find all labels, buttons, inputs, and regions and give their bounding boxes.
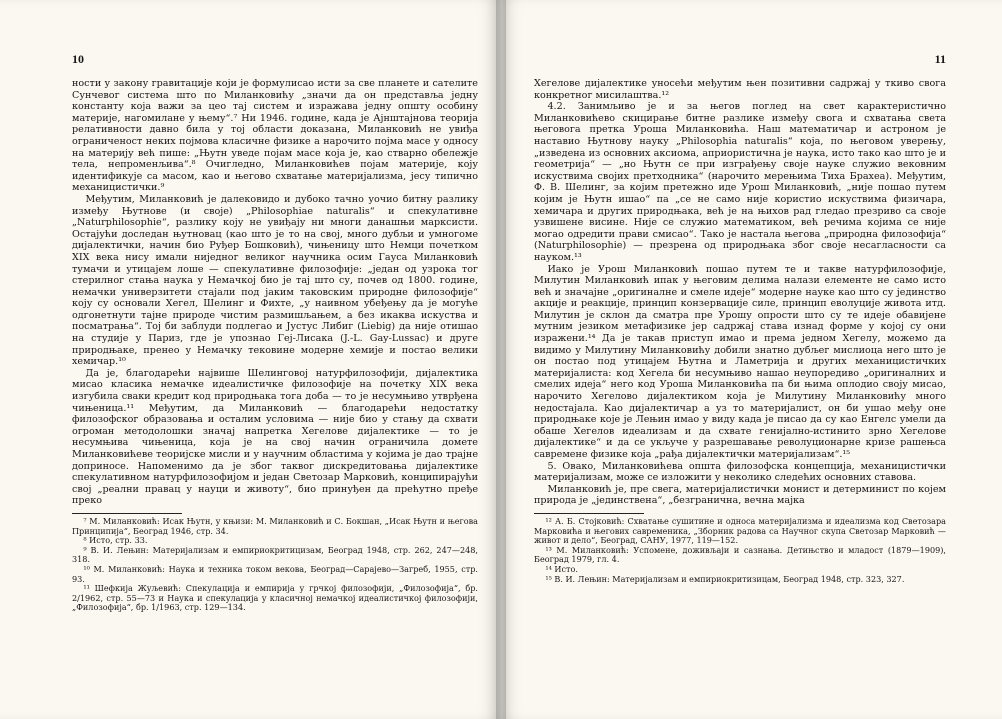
paragraph: Међутим, Миланковић је далековидо и дубоко тачно уочио битну разлику између Њутнове (и своје) „Philosophiae naturalis“ и спекулативне „Naturphilosophie“, разлику коју не увиђају ни многи данашњи марксисти. Остајући доследан њутновац (као што је то на свој, много дубљи и умногоме дијалектички, начин био Руђер Бошковић), чињеницу што Немци почетком XIX века нису имали ниједног великог научника осим Гауса Миланковић тумачи и утицајем лоше — спекулативне филозофије: „један од узрока тог стерилног стања наука у Немачкој био је тај што су, почев од 1800. године, немачки универзитети стајали под јаким таковским природне филозофије“ коју су основали Хегел, Шелинг и Фихте, „у наивном убеђењу да је могуће одгонетнути тајне природе чистим размишљањем, а без икаква искуства и посматрања“. Тој би заблуди подлегао и Јустус Либиг (Liebig) да није отишао на студије у Париз, где је упознао Геј-Лисака (J.-L. Gay-Lussac) и друге природњаке, пренео у Немачку тековине модерне хемије и постао велики хемичар.¹⁰: [72, 193, 478, 368]
body-text: [534, 78, 946, 507]
footnotes: [534, 517, 946, 584]
footnote: ⁹ В. И. Лењин: Материјализам и емпириокритицизам, Београд 1948, стр. 262, 247—248, 318.: [72, 544, 478, 565]
paragraph: ности у закону гравитације који је формулисао исти за све планете и сателите Сунчевог система што по Миланковићу „значи да он представља једну константу која важи за цео тај систем и изражава једну општу особину материје, нагомилане у њему“.⁷ Ни 1946. године, када је Ајнштајнова теорија релативности давно била у тој области доказана, Миланковић не увиђа ограниченост неких појмова класичне физике а нарочито појма масе у односу на материју већ пише: „Њутн уведе појам масе која је, као стварно обележје тела, непроменљива“.⁸ Очигледно, Миланковићев појам материје, коју идентификује са масом, као и његово схватање материјализма, јесу типично механицистички.⁹: [72, 78, 478, 194]
paragraph: 4.2. Занимљиво је и за његов поглед на свет карактеристично Миланковићево скицирање битне разлике између свога и схватања света његовога претка Уроша Миланковића. Наш математичар и астроном је наставио Њутнову науку „Philosophia naturalis“ која, по његовом уверењу, „изведена из основних аксиома, априористична је наука, исто тако као што је и геометрија“ — „но Њутн се при изграђењу своје науке служио вековним искуствима својих претходника“ (нарочито мерењима Тиха Брахеа). Међутим, Ф. В. Шелинг, за којим претежно иде Урош Миланковић, „није пошао путем којим је Њутн ишао“ па „се не само није користио искуствима физичара, хемичара и других природњака, већ је на њихов рад гледао презриво са своје узвишене висине. Није се служио математиком, већ речима којима се није могао одредити прави смисао“. Тако је настала његова „природна филозофија“ (Naturphilosophie) — презрена од природњака због своје несагласности са науком.¹³: [534, 101, 946, 263]
right-page: [500, 0, 1002, 719]
footnote: ¹¹ Шефкија Жуљевић: Спекулација и емпирија у грчкој филозофији, „Филозофија“, бр. 2/1962, стр. 55—73 и Наука и спекулација у класичној немачкој идеалистичкој филозофији, „Филозофија“, бр. 1/1963, стр. 129—134.: [72, 583, 478, 613]
page-number: 11: [934, 52, 946, 66]
footnote: ¹³ М. Миланковић: Успомене, доживљаји и сазнања. Детињство и младост (1879—1909), Београд 1979, гл. 4.: [534, 544, 946, 565]
left-page: [0, 0, 500, 719]
footnote: ⁸ Исто, стр. 33.: [83, 535, 148, 546]
page-number: 10: [72, 52, 84, 66]
paragraph: Иако је Урош Миланковић пошао путем те и такве натурфилозофије, Милутин Миланковић ипак у његовим делима налази елементе не само исто већ и значајне „оригиналне и смеле идеје“ модерне науке као што су јединство акције и реакције, принцип конзервације силе, принцип еволуције живота итд. Милутин је склон да сматра пре Урошу опрости што су те идеје обавијене мутним језиком метафизике јер садржај става изнад форме у којој су они изражени.¹⁴ Да је такав приступ имао и према једном Хегелу, можемо да видимо у Милутину Миланковићу добили знатно дубљег мислиоца него што је он постао под утицајем Њутна и Ламетрија и других механицистичких материјалиста: код Хегела би несумњиво нашао неупоредиво „оригиналних и смелих идеја“ него код Уроша Миланковића па би њима оплодио своју мисао, нарочито Хегелово дијалектиком која је Милутину Миланковићу много недостајала. Као дијалектичар а уз то материјалист, он би ушао међу оне природњаке које је Лењин имао у виду када је писао да су као Енгелс умели да обаше Хегелов идеализам и да схвате генијално-истинито зрно Хегелове дијалектике“ и да се укључе у разрешавање револуционарне кризе рашењса савремене физике која „рађа дијалектички материјализам“.¹⁵: [534, 263, 946, 460]
paragraph: Да је, благодарећи највише Шелинговој натурфилозофији, дијалектика мисао класика немачке идеалистичке филозофије на почетку XIX века изгубила сваки кредит код природњака тога доба — то је несумњиво утврђена чињеница.¹¹ Међутим, да Миланковић — благодарећи недостатку филозофског образовања и осталим условима — није био у стању да схвати огроман методолошки значај напретка Хегелове дијалектике — то је несумњива чињеница, која је на свој начин ограничила домете Миланковићеве теоријске мисли и у научним областима у којима је дао трајне доприносе. Напоменимо да је због таквог дискредитовања дијалектике спекулативном натурфилозофијом и један Светозар Марковић, конципирајући свој „реални правац у науци и животу“, био принуђен да прећутно пређе преко: [72, 367, 478, 507]
footnotes: [72, 517, 478, 613]
footnote: ⁷ М. Миланковић: Исак Њутн, у књизи: М. Миланковић и С. Бокшан, „Исак Њутн и његова Принципија“, Београд 1946, стр. 34.: [72, 515, 478, 536]
footnote: ¹² А. Б. Стојковић: Схватање сушитине и односа материјализма и идеализма код Светозара Марковића и његових савременика, „Зборник радова са Научног скупа Светозар Марковић — живот и дело“, Београд, САНУ, 1977, 119—152.: [534, 515, 946, 546]
footnote: ¹⁵ В. И. Лењин: Материјализам и емпириокритизицам, Београд 1948, стр. 323, 327.: [545, 573, 905, 584]
paragraph: Хегелове дијалектике уносећи међутим њен позитивни садржај у ткиво свога конкретног мисилаштва.¹²: [534, 78, 946, 101]
paragraph: Миланковић је, пре свега, материјалистички монист и детерминист по којем природа је „јединствена“, „безгранична, вечна мајка: [534, 483, 946, 507]
body-text: [72, 78, 478, 507]
footnote-rule: [72, 513, 182, 514]
footnote: ¹⁴ Исто.: [545, 563, 578, 574]
footnote: ¹⁰ М. Миланковић: Наука и техника током векова, Београд—Сарајево—Загреб, 1955, стр. 93.: [72, 563, 478, 584]
footnote-rule: [534, 513, 644, 514]
paragraph: 5. Овако, Миланковићева општа филозофска концепција, механицистички материјализам, може се изложити у неколико следећих основних ставова.: [534, 460, 946, 484]
